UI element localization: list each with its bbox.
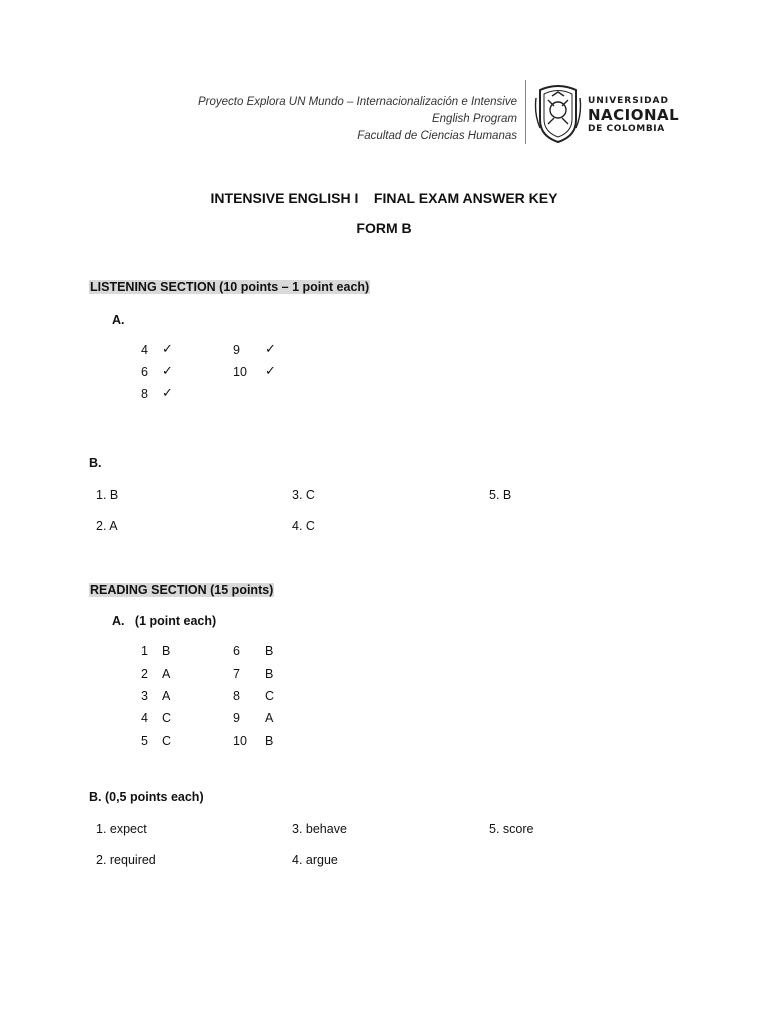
reading-a-answer: C	[162, 711, 172, 725]
check-icon: ✓	[162, 363, 173, 378]
reading-a-answer: B	[265, 667, 274, 681]
logo-line-3: DE COLOMBIA	[588, 124, 665, 134]
reading-a-answer: C	[162, 734, 172, 748]
check-icon: ✓	[162, 341, 173, 356]
reading-section-heading: READING SECTION (15 points)	[90, 583, 274, 597]
check-icon: ✓	[265, 363, 276, 378]
reading-a-num: 1	[141, 644, 148, 658]
listening-a-num: 6	[141, 365, 148, 379]
header-line-1: Proyecto Explora UN Mundo – Internacionalización e Intensive	[198, 96, 517, 108]
header-divider	[525, 80, 526, 144]
reading-a-num: 10	[233, 734, 247, 748]
listening-b-answer: 1. B	[96, 488, 119, 502]
reading-a-answer: A	[162, 689, 171, 703]
listening-a-num: 4	[141, 343, 148, 357]
reading-b-answer: 1. expect	[96, 822, 147, 836]
header-line-3: Facultad de Ciencias Humanas	[357, 130, 517, 142]
reading-b-answer: 3. behave	[292, 822, 347, 836]
reading-a-num: 7	[233, 667, 240, 681]
reading-a-num: 2	[141, 667, 148, 681]
reading-a-answer: B	[265, 644, 274, 658]
reading-a-num: 4	[141, 711, 148, 725]
listening-part-b-label: B.	[89, 456, 102, 470]
reading-part-b-label: B. (0,5 points each)	[89, 790, 204, 804]
reading-a-num: 9	[233, 711, 240, 725]
listening-b-answer: 3. C	[292, 488, 315, 502]
university-logo-text	[588, 96, 679, 134]
reading-a-answer: C	[265, 689, 275, 703]
reading-a-num: 6	[233, 644, 240, 658]
reading-b-answer: 4. argue	[292, 853, 338, 867]
reading-a-answer: A	[265, 711, 274, 725]
listening-a-num: 8	[141, 387, 148, 401]
logo-line-1: UNIVERSIDAD	[588, 96, 669, 106]
reading-a-answer: A	[162, 667, 171, 681]
reading-part-a-label: A. (1 point each)	[112, 614, 217, 628]
header-line-2: English Program	[431, 113, 517, 125]
check-icon: ✓	[162, 385, 173, 400]
listening-a-num: 9	[233, 343, 240, 357]
listening-b-answer: 5. B	[489, 488, 512, 502]
document-subtitle: FORM B	[356, 220, 412, 236]
reading-a-num: 3	[141, 689, 148, 703]
header-text	[198, 94, 517, 145]
reading-a-answer: B	[265, 734, 274, 748]
listening-a-num: 10	[233, 365, 247, 379]
reading-a-answer: B	[162, 644, 171, 658]
listening-part-a-label: A.	[112, 313, 125, 327]
listening-b-answer: 2. A	[96, 519, 118, 533]
listening-b-answer: 4. C	[292, 519, 315, 533]
reading-b-answer: 2. required	[96, 853, 156, 867]
check-icon: ✓	[265, 341, 276, 356]
document-title: INTENSIVE ENGLISH I FINAL EXAM ANSWER KEY	[210, 190, 558, 206]
reading-a-num: 5	[141, 734, 148, 748]
logo-line-2: NACIONAL	[588, 106, 680, 124]
reading-b-answer: 5. score	[489, 822, 534, 836]
university-seal-icon	[534, 80, 582, 144]
listening-section-heading: LISTENING SECTION (10 points – 1 point each)	[90, 280, 370, 294]
reading-a-num: 8	[233, 689, 240, 703]
